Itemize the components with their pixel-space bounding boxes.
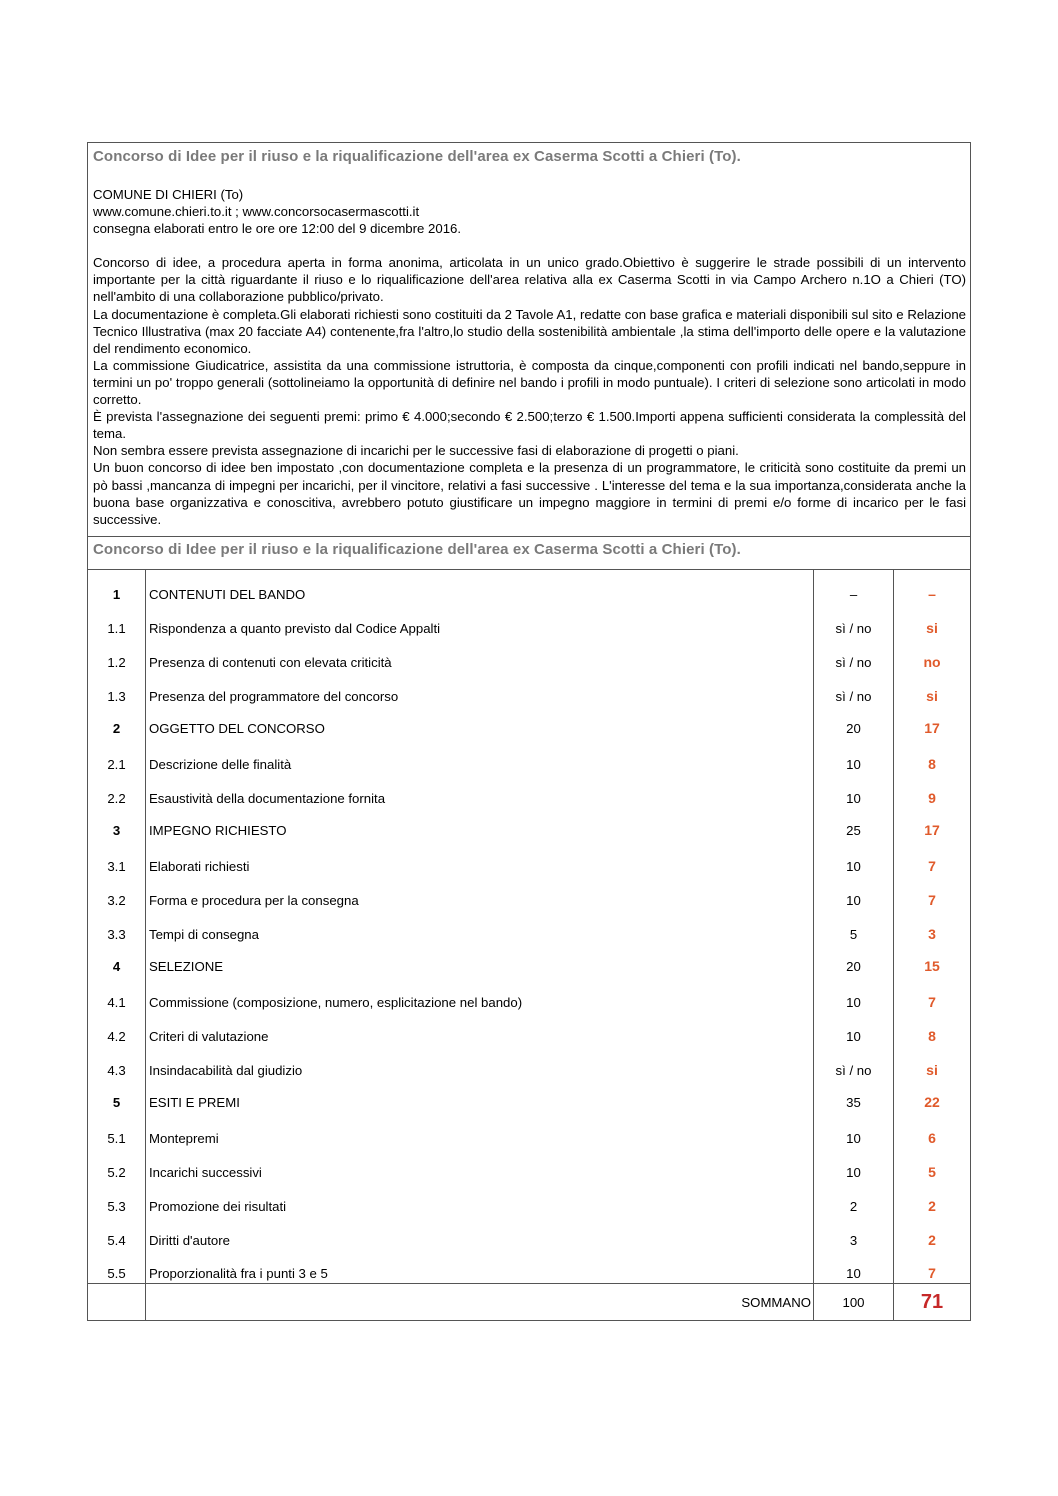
- criterion-row: [88, 738, 970, 774]
- row-number: 5.1: [88, 1112, 146, 1148]
- row-label: Montepremi: [146, 1112, 814, 1148]
- row-score: 7: [928, 891, 936, 908]
- section-row: [88, 944, 970, 976]
- score-table-body: [88, 570, 970, 1320]
- paragraph: Un buon concorso di idee ben impostato ,con documentazione completa e la presenza di un programmatore, le criticità sono costituite da premi un pò bassi ,mancanza di impegni per incarichi, per il vincitore, relativi a fasi successive . L'interesse del tema e la sua importanza,considerata anche la buona base organizzativa e conoscitiva, avrebbero potuto giustificare un impegno maggiore in termini di premi e/o forme di incarico per le fasi successive.: [93, 460, 966, 527]
- row-label: Presenza di contenuti con elevata criticità: [146, 638, 814, 672]
- row-score: 2: [928, 1231, 936, 1248]
- row-number: 2: [88, 706, 146, 738]
- info-line: consegna elaborati entro le ore ore 12:00 del 9 dicembre 2016.: [93, 221, 462, 237]
- row-number: 5: [88, 1080, 146, 1112]
- row-score: 22: [924, 1093, 940, 1110]
- document-title: Concorso di Idee per il riuso e la riqualificazione dell'area ex Caserma Scotti a Chieri (To).: [93, 148, 741, 165]
- section-row: [88, 706, 970, 738]
- row-number: 5.5: [88, 1250, 146, 1284]
- row-number: 4.1: [88, 976, 146, 1012]
- row-score: 9: [928, 789, 936, 806]
- row-number: 3: [88, 808, 146, 840]
- paragraph: È prevista l'assegnazione dei seguenti premi: primo € 4.000;secondo € 2.500;terzo € 1.500.Importi appena sufficienti considerata la complessità del tema.: [93, 409, 966, 442]
- row-number: 2.1: [88, 738, 146, 774]
- row-score: 17: [924, 821, 940, 838]
- row-label: Diritti d'autore: [146, 1216, 814, 1250]
- row-number: 5.3: [88, 1182, 146, 1216]
- row-number: 1.1: [88, 604, 146, 638]
- criterion-row: [88, 1112, 970, 1148]
- total-score: 71: [894, 1284, 971, 1320]
- row-number: 3.1: [88, 840, 146, 876]
- row-label: Commissione (composizione, numero, esplicitazione nel bando): [146, 976, 814, 1012]
- section-row: [88, 1080, 970, 1112]
- row-score: 2: [928, 1197, 936, 1214]
- criterion-row: [88, 1250, 970, 1284]
- row-max-score: sì / no: [814, 604, 894, 638]
- row-score: si: [926, 687, 938, 704]
- row-score: –: [928, 585, 936, 602]
- info-block: [93, 186, 966, 237]
- row-score: 8: [928, 1027, 936, 1044]
- row-max-score: 10: [814, 1148, 894, 1182]
- row-max-score: 10: [814, 1112, 894, 1148]
- row-number: 2.2: [88, 774, 146, 808]
- row-max-score: sì / no: [814, 638, 894, 672]
- info-line: www.comune.chieri.to.it ; www.concorsocasermascotti.it: [93, 204, 420, 220]
- section-row: [88, 570, 970, 604]
- row-number: 5.4: [88, 1216, 146, 1250]
- row-number: 4: [88, 944, 146, 976]
- row-label: Proporzionalità fra i punti 3 e 5: [146, 1250, 814, 1284]
- row-score: 7: [928, 857, 936, 874]
- row-max-score: 2: [814, 1182, 894, 1216]
- row-number: 3.2: [88, 876, 146, 910]
- row-max-score: 10: [814, 1012, 894, 1046]
- criterion-row: [88, 840, 970, 876]
- description: [93, 254, 966, 528]
- criterion-row: [88, 1216, 970, 1250]
- row-number: 1: [88, 570, 146, 604]
- row-score: 17: [924, 719, 940, 736]
- row-max-score: sì / no: [814, 672, 894, 706]
- row-label: Elaborati richiesti: [146, 840, 814, 876]
- row-max-score: 10: [814, 976, 894, 1012]
- row-label: OGGETTO DEL CONCORSO: [146, 706, 814, 738]
- row-max-score: 25: [814, 808, 894, 840]
- row-number: 5.2: [88, 1148, 146, 1182]
- row-label: CONTENUTI DEL BANDO: [146, 570, 814, 604]
- intro-section: [88, 143, 970, 537]
- row-label: ESITI E PREMI: [146, 1080, 814, 1112]
- document-frame: [87, 142, 971, 1321]
- row-number: 1.3: [88, 672, 146, 706]
- criterion-row: [88, 1148, 970, 1182]
- criterion-row: [88, 876, 970, 910]
- row-label: SELEZIONE: [146, 944, 814, 976]
- criterion-row: [88, 774, 970, 808]
- row-score: 15: [924, 957, 940, 974]
- criterion-row: [88, 910, 970, 944]
- row-number: 4.3: [88, 1046, 146, 1080]
- row-number: 4.2: [88, 1012, 146, 1046]
- paragraph: Non sembra essere prevista assegnazione di incarichi per le successive fasi di elaborazione di progetti o piani.: [93, 443, 739, 459]
- criterion-row: [88, 604, 970, 638]
- total-row: [88, 1284, 970, 1320]
- row-score: si: [926, 1061, 938, 1078]
- total-label: SOMMANO: [146, 1284, 814, 1320]
- row-max-score: 10: [814, 1250, 894, 1284]
- row-label: Rispondenza a quanto previsto dal Codice Appalti: [146, 604, 814, 638]
- row-score: 6: [928, 1129, 936, 1146]
- total-max: 100: [814, 1284, 894, 1320]
- criterion-row: [88, 1046, 970, 1080]
- row-label: Tempi di consegna: [146, 910, 814, 944]
- row-max-score: 35: [814, 1080, 894, 1112]
- criterion-row: [88, 1012, 970, 1046]
- row-score: si: [926, 619, 938, 636]
- info-line: COMUNE DI CHIERI (To): [93, 187, 244, 202]
- row-max-score: –: [814, 570, 894, 604]
- row-score: 7: [928, 1265, 936, 1282]
- row-label: Forma e procedura per la consegna: [146, 876, 814, 910]
- row-label: Presenza del programmatore del concorso: [146, 672, 814, 706]
- row-label: Promozione dei risultati: [146, 1182, 814, 1216]
- section-row: [88, 808, 970, 840]
- row-max-score: 3: [814, 1216, 894, 1250]
- row-score: no: [923, 653, 941, 670]
- row-max-score: 10: [814, 876, 894, 910]
- row-score: 8: [928, 755, 936, 772]
- row-label: Insindacabilità dal giudizio: [146, 1046, 814, 1080]
- paragraph: Concorso di idee, a procedura aperta in forma anonima, articolata in un unico grado.Obiettivo è suggerire le strade possibili di un intervento importante per la città riguardante il riuso e lo riqualificazione dell'area relativa alla ex Caserma Scotti in via Campo Archero n.1O a Chieri (TO) nell'ambito di una collaborazione pubblico/privato.: [93, 255, 966, 305]
- criterion-row: [88, 638, 970, 672]
- paragraph: La commissione Giudicatrice, assistita da una commissione istruttoria, è composta da cinque,componenti con profili indicati nel bando,seppure in termini un po' troppo generali (sottolineiamo la opportunità di definire nel bando i profili in modo puntuale). I criteri di selezione sono articolati in modo corretto.: [93, 357, 966, 408]
- row-max-score: 10: [814, 840, 894, 876]
- row-score: 7: [928, 993, 936, 1010]
- criterion-row: [88, 976, 970, 1012]
- row-label: Incarichi successivi: [146, 1148, 814, 1182]
- row-label: Esaustività della documentazione fornita: [146, 774, 814, 808]
- row-score: 3: [928, 925, 936, 942]
- row-number: 3.3: [88, 910, 146, 944]
- criterion-row: [88, 1182, 970, 1216]
- row-max-score: 5: [814, 910, 894, 944]
- row-label: IMPEGNO RICHIESTO: [146, 808, 814, 840]
- row-score: 5: [928, 1163, 936, 1180]
- score-table-title: Concorso di Idee per il riuso e la riqualificazione dell'area ex Caserma Scotti a Chieri (To).: [88, 537, 970, 570]
- row-max-score: 10: [814, 738, 894, 774]
- row-max-score: sì / no: [814, 1046, 894, 1080]
- score-table: [88, 570, 970, 1320]
- row-number: 1.2: [88, 638, 146, 672]
- row-label: Criteri di valutazione: [146, 1012, 814, 1046]
- criterion-row: [88, 672, 970, 706]
- row-max-score: 20: [814, 706, 894, 738]
- total-empty-cell: [88, 1284, 146, 1320]
- row-max-score: 20: [814, 944, 894, 976]
- row-label: Descrizione delle finalità: [146, 738, 814, 774]
- paragraph: La documentazione è completa.Gli elaborati richiesti sono costituiti da 2 Tavole A1, redatte con base grafica e materiali disponibili sul sito e Relazione Tecnico Illustrativa (max 20 facciate A4) contenente,fra l'altro,lo studio della sostenibilità ambientale ,la stima dell'importo delle opere e la valutazione del rendimento economico.: [93, 306, 966, 356]
- row-max-score: 10: [814, 774, 894, 808]
